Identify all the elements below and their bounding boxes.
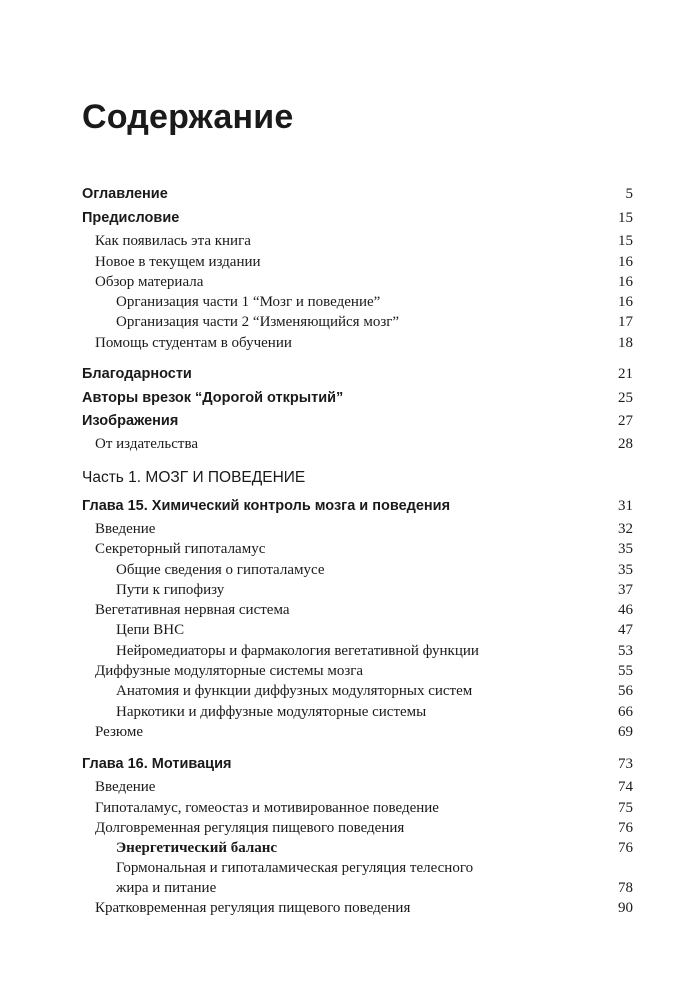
toc-entry[interactable] xyxy=(82,820,633,837)
toc-entry-title: Гормональная и гипоталамическая регуляция телесного xyxy=(116,860,474,876)
toc-entry-page: 56 xyxy=(618,683,633,699)
toc-entry[interactable] xyxy=(82,643,633,660)
toc-entry-page: 76 xyxy=(618,840,633,856)
toc-entry[interactable] xyxy=(82,756,633,773)
toc-entry-title: Общие сведения о гипоталамусе xyxy=(116,562,325,578)
toc-entry[interactable] xyxy=(82,210,633,227)
toc-entry-page: 47 xyxy=(618,622,633,638)
toc-entry-page: 46 xyxy=(618,602,633,618)
toc-entry-page: 16 xyxy=(618,274,633,290)
toc-entry-page: 66 xyxy=(618,704,633,720)
toc-entry[interactable] xyxy=(82,436,633,453)
toc-entry-page: 74 xyxy=(618,779,633,795)
toc-entry-title: Благодарности xyxy=(82,366,192,382)
toc-entry-page: 16 xyxy=(618,294,633,310)
toc-entry[interactable] xyxy=(82,498,633,515)
toc-entry-title: Оглавление xyxy=(82,186,168,202)
toc-entry[interactable] xyxy=(82,724,633,741)
toc-entry-title: Гипоталамус, гомеостаз и мотивированное поведение xyxy=(95,800,439,816)
toc-entry-title: Наркотики и диффузные модуляторные системы xyxy=(116,704,427,720)
toc-entry[interactable] xyxy=(82,541,633,558)
toc-entry[interactable] xyxy=(82,562,633,579)
toc-entry[interactable] xyxy=(82,314,633,331)
toc-entry[interactable] xyxy=(82,335,633,352)
toc-entry-page: 69 xyxy=(618,724,633,740)
toc-entry-page: 16 xyxy=(618,254,633,270)
toc-part-heading[interactable] xyxy=(82,469,633,487)
toc-entry-page: 21 xyxy=(618,366,633,382)
toc-entry-title: Изображения xyxy=(82,413,179,429)
toc-entry-page: 25 xyxy=(618,390,633,406)
toc-entry-title: Организация части 2 “Изменяющийся мозг” xyxy=(116,314,400,330)
toc-entry-title: Помощь студентам в обучении xyxy=(95,335,292,351)
toc-entry[interactable] xyxy=(82,683,633,700)
toc-entry-page: 31 xyxy=(618,498,633,514)
toc-entry[interactable] xyxy=(82,704,633,721)
toc-entry[interactable] xyxy=(82,233,633,250)
toc-entry-page: 17 xyxy=(618,314,633,330)
toc-entry[interactable] xyxy=(82,622,633,639)
toc-entry[interactable] xyxy=(82,366,633,383)
page-title: Содержание xyxy=(82,98,294,136)
toc-entry[interactable] xyxy=(82,663,633,680)
toc-entry[interactable] xyxy=(82,779,633,796)
toc-entry-page: 27 xyxy=(618,413,633,429)
toc-entry-page: 32 xyxy=(618,521,633,537)
toc-entry[interactable] xyxy=(82,840,633,857)
toc-entry-page: 75 xyxy=(618,800,633,816)
toc-entry[interactable] xyxy=(82,860,633,877)
toc-entry-title: Часть 1. МОЗГ И ПОВЕДЕНИЕ xyxy=(82,469,306,486)
toc-entry[interactable] xyxy=(82,390,633,407)
toc-entry-title: Энергетический баланс xyxy=(116,840,278,856)
toc-entry[interactable] xyxy=(82,254,633,271)
toc-entry-title: Глава 16. Мотивация xyxy=(82,756,232,772)
toc-entry-title: Секреторный гипоталамус xyxy=(95,541,266,557)
toc-entry-page: 15 xyxy=(618,210,633,226)
toc-entry-page: 18 xyxy=(618,335,633,351)
toc-entry-title: Диффузные модуляторные системы мозга xyxy=(95,663,364,679)
toc-entry[interactable] xyxy=(82,880,633,897)
toc-entry-title: Предисловие xyxy=(82,210,180,226)
toc-entry[interactable] xyxy=(82,274,633,291)
toc-entry-page: 15 xyxy=(618,233,633,249)
toc-entry-title: Обзор материала xyxy=(95,274,204,290)
toc-entry[interactable] xyxy=(82,900,633,917)
toc-entry-page: 37 xyxy=(618,582,633,598)
toc-entry-title: Пути к гипофизу xyxy=(116,582,225,598)
toc-entry[interactable] xyxy=(82,521,633,538)
toc-entry-page: 53 xyxy=(618,643,633,659)
toc-entry-title: Новое в текущем издании xyxy=(95,254,261,270)
toc-entry-title: Введение xyxy=(95,779,156,795)
toc-entry[interactable] xyxy=(82,582,633,599)
toc-entry-title: Нейромедиаторы и фармакология вегетативной функции xyxy=(116,643,479,659)
toc-entry[interactable] xyxy=(82,294,633,311)
toc-entry-title: жира и питание xyxy=(116,880,217,896)
toc-entry-page: 90 xyxy=(618,900,633,916)
toc-entry-title: Долговременная регуляция пищевого поведения xyxy=(95,820,405,836)
toc-entry-title: Анатомия и функции диффузных модуляторных систем xyxy=(116,683,473,699)
toc-entry[interactable] xyxy=(82,602,633,619)
toc-entry-title: Авторы врезок “Дорогой открытий” xyxy=(82,390,344,406)
toc-entry-title: Цепи ВНС xyxy=(116,622,185,638)
toc-entry-title: Резюме xyxy=(95,724,144,740)
toc-entry-title: Как появилась эта книга xyxy=(95,233,251,249)
toc-entry-page: 5 xyxy=(625,186,633,202)
toc-entry-title: От издательства xyxy=(95,436,199,452)
toc-entry-title: Организация части 1 “Мозг и поведение” xyxy=(116,294,381,310)
toc-entry[interactable] xyxy=(82,186,633,203)
toc-entry-page: 73 xyxy=(618,756,633,772)
toc-entry-page: 28 xyxy=(618,436,633,452)
toc-entry-title: Введение xyxy=(95,521,156,537)
toc-entry-page: 55 xyxy=(618,663,633,679)
toc-entry-title: Кратковременная регуляция пищевого поведения xyxy=(95,900,411,916)
toc-entry-page: 76 xyxy=(618,820,633,836)
toc-entry-page: 35 xyxy=(618,562,633,578)
toc-entry-title: Вегетативная нервная система xyxy=(95,602,290,618)
toc-entry-page: 78 xyxy=(618,880,633,896)
toc-entry[interactable] xyxy=(82,800,633,817)
toc-entry[interactable] xyxy=(82,413,633,430)
toc-entry-title: Глава 15. Химический контроль мозга и поведения xyxy=(82,498,451,514)
toc-entry-page: 35 xyxy=(618,541,633,557)
